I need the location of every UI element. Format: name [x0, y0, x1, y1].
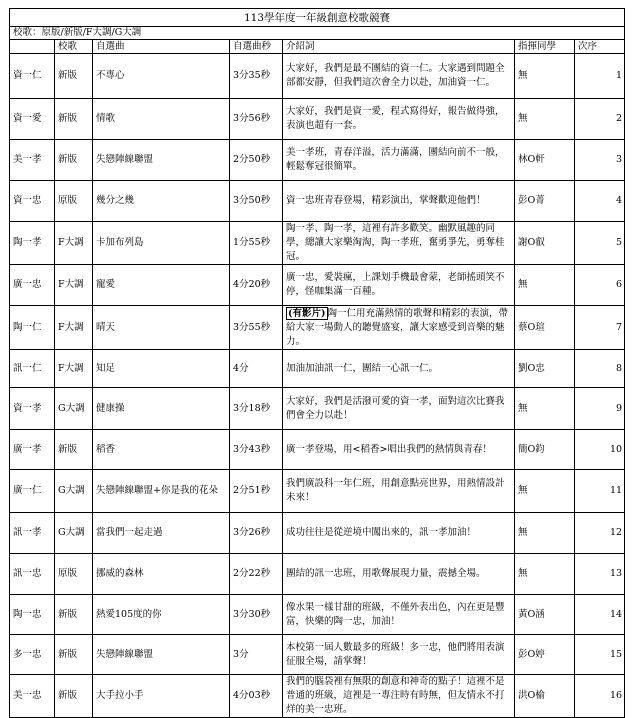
cell-duration: 4分03秒 [230, 675, 283, 718]
table-row [10, 513, 625, 554]
cell-duration: 3分55秒 [230, 306, 283, 350]
cell-song: 晴天 [93, 306, 230, 350]
cell-intro: 大家好，我們是資一愛，程式寫得好，報告做得強，表演也超有一套。 [283, 99, 515, 140]
cell-version: 原版 [55, 554, 93, 595]
cell-conductor: 無 [515, 54, 575, 99]
cell-class: 美一忠 [10, 675, 55, 718]
cell-intro: 廣一忠，愛裝瘋，上課划手機最會蒙，老師搖頭笑不停，怪咖集滿一百種。 [283, 265, 515, 306]
cell-class: 資一忠 [10, 181, 55, 222]
cell-song: 知足 [93, 350, 230, 388]
cell-duration: 3分30秒 [230, 595, 283, 635]
cell-version: 新版 [55, 140, 93, 181]
cell-conductor: 蔡O瑄 [515, 306, 575, 350]
cell-song: 寵愛 [93, 265, 230, 306]
cell-class: 資一愛 [10, 99, 55, 140]
cell-duration: 1分55秒 [230, 222, 283, 265]
table-row [10, 54, 625, 99]
cell-duration: 2分22秒 [230, 554, 283, 595]
cell-song: 失戀陣線聯盟 [93, 140, 230, 181]
cell-song: 情歌 [93, 99, 230, 140]
cell-order: 3 [575, 140, 625, 181]
cell-song: 失戀陣線聯盟+你是我的花朵 [93, 470, 230, 513]
cell-conductor: 無 [515, 99, 575, 140]
cell-order: 16 [575, 675, 625, 718]
cell-duration: 2分50秒 [230, 140, 283, 181]
cell-version: 新版 [55, 430, 93, 470]
header-duration: 自選曲秒 [230, 40, 283, 54]
cell-duration: 3分18秒 [230, 388, 283, 430]
cell-conductor: 劉O忠 [515, 350, 575, 388]
cell-order: 12 [575, 513, 625, 554]
header-class [10, 40, 55, 54]
cell-version: F大調 [55, 265, 93, 306]
cell-duration: 4分 [230, 350, 283, 388]
cell-order: 1 [575, 54, 625, 99]
cell-order: 14 [575, 595, 625, 635]
cell-duration: 4分20秒 [230, 265, 283, 306]
cell-class: 訊一忠 [10, 554, 55, 595]
cell-intro: 陶一孝、陶一孝，這裡有許多歡笑。幽默風趣的同學，總讓大家樂淘淘，陶一孝班，奮勇爭先，勇奪桂冠。 [283, 222, 515, 265]
cell-song: 不專心 [93, 54, 230, 99]
cell-order: 6 [575, 265, 625, 306]
cell-order: 5 [575, 222, 625, 265]
cell-version: 新版 [55, 99, 93, 140]
cell-class: 訊一孝 [10, 513, 55, 554]
cell-version: 原版 [55, 181, 93, 222]
cell-intro: 團結的訊一忠班，用歌聲展現力量，震撼全場。 [283, 554, 515, 595]
cell-version: G大調 [55, 513, 93, 554]
cell-song: 大手拉小手 [93, 675, 230, 718]
cell-song: 當我們一起走過 [93, 513, 230, 554]
cell-version: 新版 [55, 595, 93, 635]
table-row [10, 635, 625, 675]
cell-class: 訊一仁 [10, 350, 55, 388]
cell-duration: 2分51秒 [230, 470, 283, 513]
cell-order: 8 [575, 350, 625, 388]
table-row [10, 265, 625, 306]
cell-song: 熱愛105度的你 [93, 595, 230, 635]
header-order: 次序 [575, 40, 625, 54]
cell-duration: 3分50秒 [230, 181, 283, 222]
cell-conductor: 無 [515, 265, 575, 306]
cell-intro: 加油加油訊一仁，團結一心訊一仁。 [283, 350, 515, 388]
cell-version: F大調 [55, 222, 93, 265]
cell-conductor: 無 [515, 554, 575, 595]
table-row [10, 470, 625, 513]
table-row [10, 388, 625, 430]
cell-intro: 本校第一屆人數最多的班級！多一忠，他們將用表演征服全場，請掌聲！ [283, 635, 515, 675]
video-badge: (有影片) [288, 307, 326, 319]
cell-intro: 資一忠班青春登場，精彩演出，掌聲歡迎他們！ [283, 181, 515, 222]
cell-song: 稻香 [93, 430, 230, 470]
cell-intro: 美一孝班，青春洋溢，活力滿滿，團結向前不一般，輕鬆奪冠很簡單。 [283, 140, 515, 181]
cell-class: 陶一孝 [10, 222, 55, 265]
cell-conductor: 黃O涵 [515, 595, 575, 635]
table-row [10, 595, 625, 635]
cell-conductor: 彭O婷 [515, 635, 575, 675]
header-row [10, 40, 625, 54]
cell-song: 卡加布列島 [93, 222, 230, 265]
header-song: 自選曲 [93, 40, 230, 54]
cell-conductor: 林O軒 [515, 140, 575, 181]
cell-class: 美一孝 [10, 140, 55, 181]
cell-order: 2 [575, 99, 625, 140]
cell-order: 13 [575, 554, 625, 595]
cell-order: 11 [575, 470, 625, 513]
cell-song: 挪威的森林 [93, 554, 230, 595]
cell-conductor: 洪O榆 [515, 675, 575, 718]
cell-conductor: 簡O鈞 [515, 430, 575, 470]
cell-conductor: 謝O叡 [515, 222, 575, 265]
table-row [10, 430, 625, 470]
cell-class: 資一仁 [10, 54, 55, 99]
cell-duration: 3分35秒 [230, 54, 283, 99]
cell-intro: 成功往往是從逆境中闖出來的，訊一孝加油！ [283, 513, 515, 554]
cell-class: 陶一仁 [10, 306, 55, 350]
cell-song: 幾分之幾 [93, 181, 230, 222]
cell-class: 廣一忠 [10, 265, 55, 306]
cell-class: 陶一忠 [10, 595, 55, 635]
cell-version: 新版 [55, 675, 93, 718]
cell-class: 廣一孝 [10, 430, 55, 470]
intro-text: 陶一仁用充滿熱情的歌聲和精彩的表演，帶給大家一場動人的聽覺盛宴，讓大家感受到音樂的魅力。 [286, 307, 509, 347]
cell-intro: 大家好，我們是最不團結的資一仁。大家遇到問題全部都安靜，但我們這次會全力以赴，加油資一仁。 [283, 54, 515, 99]
cell-order: 4 [575, 181, 625, 222]
table-row [10, 350, 625, 388]
table-row [10, 140, 625, 181]
cell-song: 健康操 [93, 388, 230, 430]
cell-intro: 大家好，我們是活潑可愛的資一孝，面對這次比賽我們會全力以赴！ [283, 388, 515, 430]
cell-intro [283, 306, 515, 350]
cell-version: 新版 [55, 54, 93, 99]
cell-intro: 像水果一樣甘甜的班級，不僅外表出色，內在更是豐富，快樂的陶一忠，加油！ [283, 595, 515, 635]
cell-intro: 我們的腦袋裡有無限的創意和神奇的點子！這裡不是普通的班級，這裡是一專注時有時無，但友情永不打烊的美一忠班。 [283, 675, 515, 718]
contest-table [9, 8, 625, 718]
table-row [10, 306, 625, 350]
table-row [10, 222, 625, 265]
cell-version: 新版 [55, 635, 93, 675]
cell-conductor: 無 [515, 470, 575, 513]
cell-duration: 3分26秒 [230, 513, 283, 554]
cell-class: 廣一仁 [10, 470, 55, 513]
header-intro: 介紹詞 [283, 40, 515, 54]
cell-order: 9 [575, 388, 625, 430]
cell-conductor: 無 [515, 388, 575, 430]
cell-class: 多一忠 [10, 635, 55, 675]
page-title: 113學年度一年級創意校歌競賽 [10, 9, 625, 27]
cell-class: 資一孝 [10, 388, 55, 430]
contest-sheet [9, 8, 624, 718]
cell-version: G大調 [55, 388, 93, 430]
cell-version: F大調 [55, 350, 93, 388]
header-version: 校歌 [55, 40, 93, 54]
cell-intro: 我們廣設科一年仁班，用創意點亮世界，用熱情設計未來！ [283, 470, 515, 513]
cell-version: F大調 [55, 306, 93, 350]
cell-song: 失戀陣線聯盟 [93, 635, 230, 675]
cell-order: 15 [575, 635, 625, 675]
cell-conductor: 無 [515, 513, 575, 554]
header-conductor: 指揮同學 [515, 40, 575, 54]
cell-intro: 廣一孝登場，用<稻香>唱出我們的熱情與青春！ [283, 430, 515, 470]
table-row [10, 675, 625, 718]
cell-version: G大調 [55, 470, 93, 513]
table-row [10, 181, 625, 222]
cell-duration: 3分 [230, 635, 283, 675]
subtitle: 校歌：原版/新版/F大調/G大調 [10, 27, 625, 40]
table-row [10, 554, 625, 595]
cell-order: 10 [575, 430, 625, 470]
cell-duration: 3分43秒 [230, 430, 283, 470]
cell-order: 7 [575, 306, 625, 350]
cell-duration: 3分56秒 [230, 99, 283, 140]
table-row [10, 99, 625, 140]
cell-conductor: 彭O菁 [515, 181, 575, 222]
